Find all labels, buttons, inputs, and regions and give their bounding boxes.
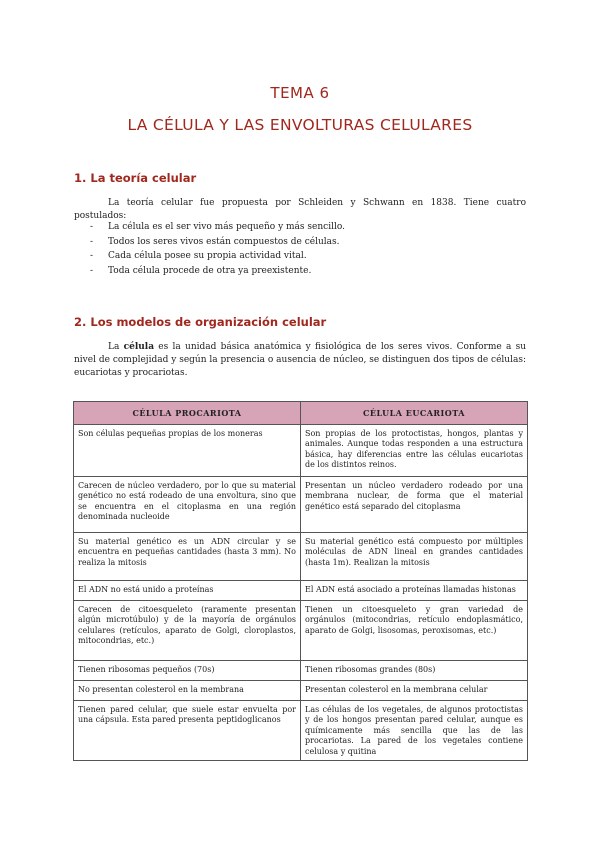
paragraph-rest: es la unidad básica anatómica y fisiológica de los seres vivos. Conforme a su nivel de complejidad y según la presencia o ausencia de núcleo, se distinguen dos tipos de células: eucariotas y procariotas. [74, 342, 526, 378]
table-cell: Su material genético está compuesto por múltiples moléculas de ADN lineal en grandes cantidades (hasta 1m). Realizan la mitosis [301, 533, 528, 581]
table-row [74, 477, 528, 533]
table-cell: El ADN está asociado a proteínas llamadas histonas [301, 581, 528, 601]
list-item: - Cada célula posee su propia actividad vital. [74, 249, 345, 264]
table-cell: Presentan colesterol en la membrana celular [301, 681, 528, 701]
table-cell: Tienen pared celular, que suele estar envuelta por una cápsula. Esta pared presenta peptidoglicanos [74, 701, 301, 761]
table-cell: Tienen ribosomas pequeños (70s) [74, 661, 301, 681]
table-row [74, 425, 528, 477]
table-row [74, 661, 528, 681]
page-title: LA CÉLULA Y LAS ENVOLTURAS CELULARES [127, 116, 473, 134]
table-cell: Son propias de los protoctistas, hongos, plantas y animales. Aunque todas responden a una estructura básica, hay diferencias entre las células eucariotas de los distintos reinos. [301, 425, 528, 477]
table-cell: Las células de los vegetales, de algunos protoctistas y de los hongos presentan pared celular, aunque es químicamente más sencilla que las de las procariotas. La pared de los vegetales contiene celulosa y quitina [301, 701, 528, 761]
list-item: - La célula es el ser vivo más pequeño y más sencillo. [74, 220, 345, 235]
comparison-table [73, 401, 528, 761]
list-item: - Toda célula procede de otra ya preexistente. [74, 264, 345, 279]
section-2-heading: 2. Los modelos de organización celular [74, 315, 327, 329]
chapter-number: TEMA 6 [270, 84, 330, 102]
table-cell: Carecen de núcleo verdadero, por lo que su material genético no está rodeado de una envoltura, sino que se encuentra en el citoplasma en una región denominada nucleoide [74, 477, 301, 533]
table-cell: Presentan un núcleo verdadero rodeado por una membrana nuclear, de forma que el material genético está separado del citoplasma [301, 477, 528, 533]
section-1-heading: 1. La teoría celular [74, 171, 197, 185]
header-eukaryote: CÉLULA EUCARIOTA [301, 402, 528, 425]
table-cell: Tienen un citoesqueleto y gran variedad de orgánulos (mitocondrias, retículo endoplasmático, aparato de Golgi, lisosomas, peroxisomas, etc.) [301, 601, 528, 661]
table-row [74, 701, 528, 761]
table-row [74, 533, 528, 581]
table-row [74, 581, 528, 601]
postulates-list [74, 220, 345, 278]
table-cell: Carecen de citoesqueleto (raramente presentan algún microtúbulo) y de la mayoría de orgánulos celulares (retículos, aparato de Golgi, cloroplastos, mitocondrias, etc.) [74, 601, 301, 661]
table-row [74, 601, 528, 661]
table-cell: El ADN no está unido a proteínas [74, 581, 301, 601]
table-cell: No presentan colesterol en la membrana [74, 681, 301, 701]
table-cell: Su material genético es un ADN circular y se encuentra en pequeñas cantidades (hasta 3 mm). No realiza la mitosis [74, 533, 301, 581]
paragraph-lead: La [108, 342, 124, 352]
table-header-row [74, 402, 528, 425]
table-cell: Son células pequeñas propias de los moneras [74, 425, 301, 477]
section-1-intro: La teoría celular fue propuesta por Schleiden y Schwann en 1838. Tiene cuatro postulados: [74, 198, 526, 221]
list-item: - Todos los seres vivos están compuestos de células. [74, 235, 345, 250]
header-prokaryote: CÉLULA PROCARIOTA [74, 402, 301, 425]
table-cell: Tienen ribosomas grandes (80s) [301, 661, 528, 681]
paragraph-bold-term: célula [123, 342, 155, 352]
table-row [74, 681, 528, 701]
section-2-paragraph [74, 341, 526, 380]
